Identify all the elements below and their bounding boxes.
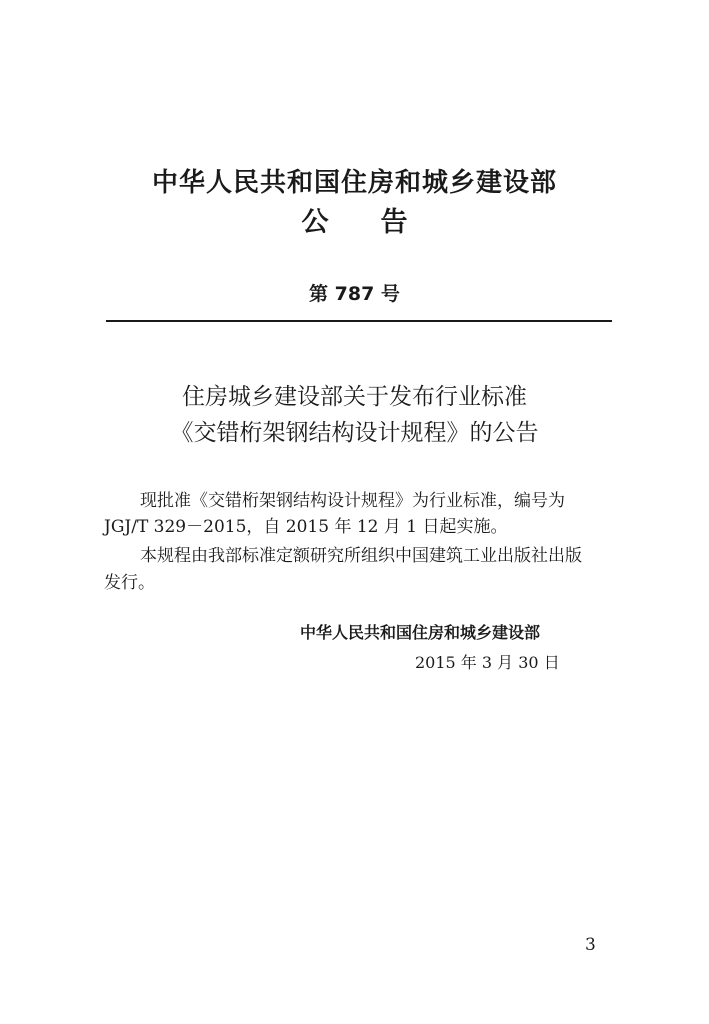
notice-title xyxy=(0,206,709,240)
notice-title-char-1: 公 xyxy=(301,207,329,238)
page-number: 3 xyxy=(585,935,596,955)
body-paragraph-1-line-2: JGJ/T 329－2015，自 2015 年 12 月 1 日起实施。 xyxy=(104,517,508,537)
subject-line-1: 住房城乡建设部关于发布行业标准 xyxy=(182,384,527,410)
notice-title-char-2: 告 xyxy=(380,207,408,238)
subject-line-2: 《交错桁架钢结构设计规程》的公告 xyxy=(170,420,539,446)
ministry-heading: 中华人民共和国住房和城乡建设部 xyxy=(151,168,557,198)
signature-date: 2015 年 3 月 30 日 xyxy=(415,653,560,672)
body-paragraph-1-line-1: 现批准《交错桁架钢结构设计规程》为行业标准，编号为 xyxy=(140,491,565,511)
notice-number: 第 787 号 xyxy=(309,283,400,305)
body-paragraph-2-line-1: 本规程由我部标准定额研究所组织中国建筑工业出版社出版 xyxy=(140,546,582,566)
signature-issuer: 中华人民共和国住房和城乡建设部 xyxy=(300,623,541,642)
header-divider xyxy=(106,320,612,322)
body-paragraph-2-line-2: 发行。 xyxy=(104,573,155,593)
